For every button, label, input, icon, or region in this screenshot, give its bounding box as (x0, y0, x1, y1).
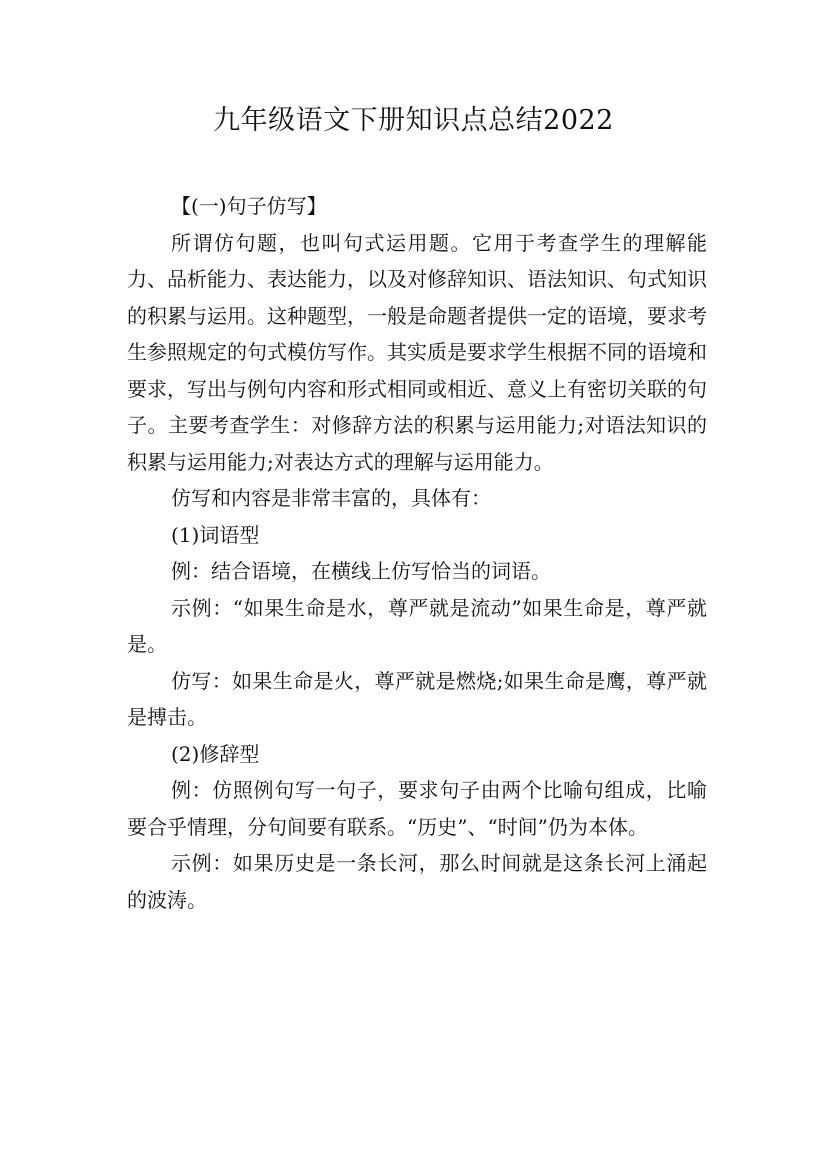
subheading-word-type: (1)词语型 (171, 522, 260, 547)
section-heading: 【(一)句子仿写】 (171, 194, 327, 218)
paragraph-types: 仿写和内容是非常丰富的，具体有： (171, 486, 491, 510)
paragraph-sample-2: 示例：如果历史是一条长河，那么时间就是这条长河上涌起的波涛。 (127, 851, 707, 912)
paragraph-imitation-1: 仿写：如果生命是火，尊严就是燃烧;如果生命是鹰，尊严就是搏击。 (127, 668, 707, 729)
paragraph-example-2: 例：仿照例句写一句子，要求句子由两个比喻句组成，比喻要合乎情理，分句间要有联系。“历史”、“时间”仍为本体。 (127, 778, 707, 839)
document-body (127, 188, 707, 918)
paragraph-example-1: 例：结合语境，在横线上仿写恰当的词语。 (171, 559, 551, 583)
document-title: 九年级语文下册知识点总结2022 (213, 105, 614, 136)
subheading-rhetoric-type: (2)修辞型 (171, 741, 260, 766)
paragraph-intro: 所谓仿句题，也叫句式运用题。它用于考查学生的理解能力、品析能力、表达能力，以及对修辞知识、语法知识、句式知识的积累与运用。这种题型，一般是命题者提供一定的语境，要求考生参照规定的句式模仿写作。其实质是要求学生根据不同的语境和要求，写出与例句内容和形式相同或相近、意义上有密切关联的句子。主要考查学生：对修辞方法的积累与运用能力;对语法知识的积累与运用能力;对表达方式的理解与运用能力。 (127, 230, 707, 474)
paragraph-sample-1: 示例：“如果生命是水，尊严就是流动”如果生命是，尊严就是。 (127, 595, 707, 656)
